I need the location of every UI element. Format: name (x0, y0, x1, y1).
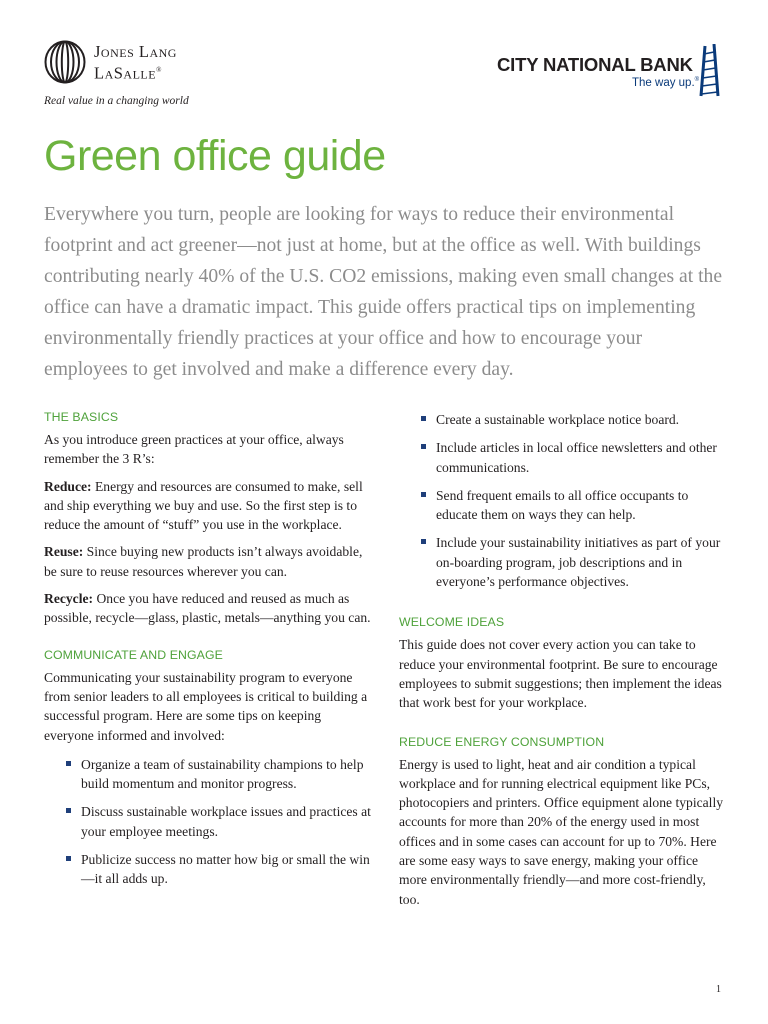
list-item: Send frequent emails to all office occupants to educate them on ways they can help. (421, 486, 729, 525)
energy-paragraph: Energy is used to light, heat and air condition a typical workplace and for running electrical equipment like PCs, photocopiers and printers. Office equipment alone typically accounts for more than 20% of the energy used in most offices and in some cases can account for up to 70%. Here are some easy ways to save energy, making your office more environmentally friendly—and more cost-friendly, too. (399, 756, 724, 907)
reuse-text: Since buying new products isn’t always avoidable, be sure to reuse resources wherever you can. (44, 544, 363, 579)
cnb-trademark: ® (694, 77, 700, 84)
list-item: Create a sustainable workplace notice board. (421, 410, 729, 429)
page-title: Green office guide (44, 132, 386, 180)
section-heading-welcome: WELCOME IDEAS (399, 615, 505, 630)
recycle-text: Once you have reduced and reused as much as possible, recycle—glass, plastic, metals—anything you can. (44, 591, 371, 626)
list-item: Include your sustainability initiatives as part of your on-boarding program, job descriptions and in everyone’s performance objectives. (421, 533, 729, 591)
section-heading-basics: THE BASICS (44, 410, 119, 424)
list-item: Publicize success no matter how big or small the win—it all adds up. (66, 850, 374, 889)
list-item: Organize a team of sustainability champions to help build momentum and monitor progress. (66, 755, 374, 794)
reduce-term: Reduce: (44, 478, 92, 494)
jll-name-line2: LaSalle (94, 63, 157, 83)
cnb-wordmark: CITY NATIONAL BANK (497, 54, 693, 75)
left-column (44, 410, 374, 898)
intro-paragraph: Everywhere you turn, people are looking for ways to reduce their environmental footprint and act greener—not just at home, but at the office as well. With buildings contributing nearly 40% of the U.S. CO2 emissions, making even small changes at the office can have a dramatic impact. This guide offers practical tips on implementing environmentally friendly practices at your office and how to encourage your employees to get involved and make a difference every day. (44, 204, 723, 380)
cnb-logo (497, 44, 723, 98)
welcome-paragraph: This guide does not cover every action you can take to reduce your environmental footprint. Be sure to encourage employees to submit suggestions; then implement the ideas that work best for your workplace. (399, 637, 722, 711)
cnb-tagline-text: The way up. (632, 77, 695, 89)
basics-lead: As you introduce green practices at your office, always remember the 3 R’s: (44, 432, 344, 467)
page-number: 1 (716, 984, 721, 995)
jll-logo (44, 38, 204, 88)
cnb-tagline (632, 77, 699, 89)
cnb-ladder-icon (698, 44, 724, 98)
jll-globe-icon (44, 40, 86, 84)
reuse-paragraph (44, 542, 374, 581)
communicate-lead: Communicating your sustainability program to everyone from senior leaders to all employees is critical to building a successful program. Here are some tips on keeping everyone informed and involved: (44, 669, 368, 743)
recycle-paragraph (44, 589, 374, 628)
right-column (399, 410, 729, 917)
jll-tagline: Real value in a changing world (44, 95, 189, 107)
recycle-term: Recycle: (44, 591, 94, 607)
list-item: Discuss sustainable workplace issues and practices at your employee meetings. (66, 802, 374, 841)
jll-name-line1: Jones Lang (94, 42, 177, 61)
reduce-paragraph (44, 477, 374, 535)
communicate-bullet-list-continued (421, 410, 729, 591)
jll-wordmark (94, 42, 177, 83)
reduce-text: Energy and resources are consumed to make, sell and ship everything we buy and use. So the first step is to reduce the amount of “stuff” you use in the workplace. (44, 478, 363, 533)
list-item: Include articles in local office newsletters and other communications. (421, 438, 729, 477)
section-heading-communicate: COMMUNICATE AND ENGAGE (44, 647, 223, 662)
jll-trademark: ® (156, 66, 162, 74)
section-heading-energy: REDUCE ENERGY CONSUMPTION (399, 734, 605, 749)
communicate-bullet-list (66, 755, 374, 889)
reuse-term: Reuse: (44, 544, 84, 560)
